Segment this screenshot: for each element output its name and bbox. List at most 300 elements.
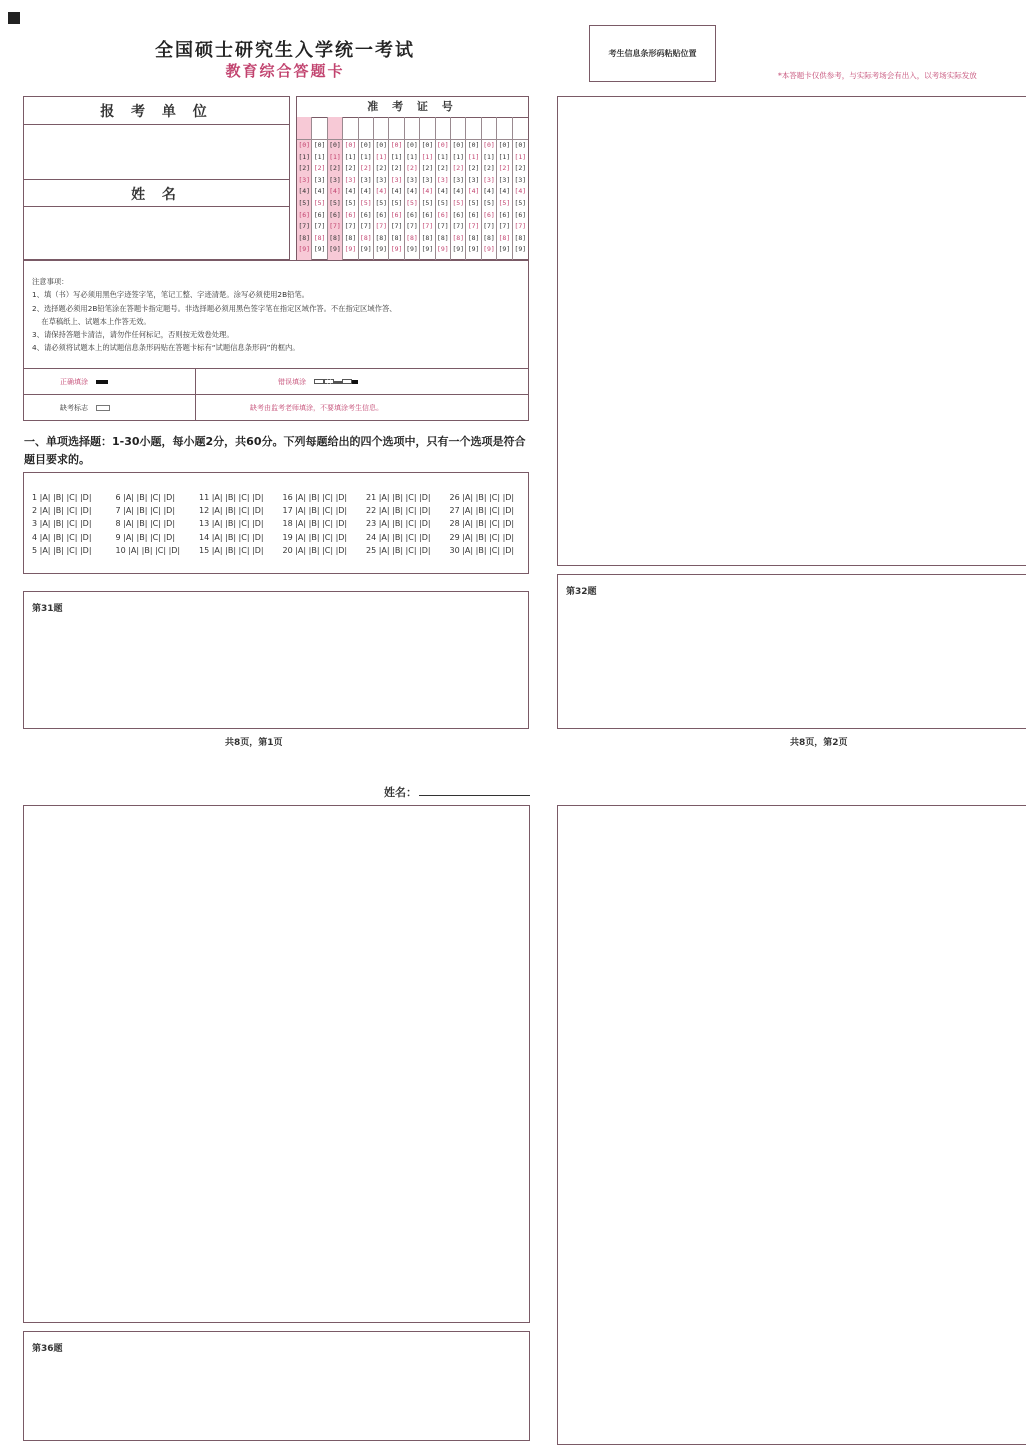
exam-digit-write-cell[interactable] xyxy=(343,117,357,140)
exam-digit-write-cell[interactable] xyxy=(374,117,388,140)
exam-digit-bubble[interactable]: [1] xyxy=(313,152,326,161)
question-number: 15 xyxy=(199,545,210,555)
exam-digit-write-cell[interactable] xyxy=(436,117,450,140)
exam-digit-bubble[interactable]: [6] xyxy=(313,210,326,219)
exam-digit-bubble[interactable]: [5] xyxy=(421,198,434,207)
page-number-2: 共8页，第2页 xyxy=(790,738,848,748)
exam-digit-bubble[interactable]: [4] xyxy=(298,187,311,196)
answer-options[interactable]: |A| |B| |C| |D| xyxy=(120,519,176,529)
divider xyxy=(195,369,196,395)
exam-digit-bubble[interactable]: [1] xyxy=(436,152,449,161)
divider xyxy=(195,395,196,421)
exam-digit-bubble[interactable]: [7] xyxy=(406,222,418,231)
exam-digit-bubble[interactable]: [6] xyxy=(390,210,403,219)
exam-digit-bubble[interactable]: [8] xyxy=(436,233,449,242)
question-number: 14 xyxy=(199,532,210,542)
exam-digit-bubble[interactable]: [0] xyxy=(498,141,511,149)
exam-digit-bubble[interactable]: [4] xyxy=(467,187,480,196)
exam-digit-bubble[interactable]: [3] xyxy=(390,175,403,184)
exam-digit-bubble[interactable]: [4] xyxy=(344,187,357,196)
choice-question-1[interactable] xyxy=(32,491,116,504)
question-number: 22 xyxy=(366,506,377,516)
unit-label: 报 考 单 位 xyxy=(100,104,213,120)
exam-digit-bubble[interactable]: [2] xyxy=(483,164,495,173)
exam-digit-write-cell[interactable] xyxy=(328,117,342,140)
exam-digit-bubble[interactable]: [1] xyxy=(298,152,311,161)
answer-area-q31[interactable] xyxy=(23,591,529,729)
exam-digit-bubble[interactable]: [1] xyxy=(329,152,341,161)
answer-area-q36[interactable] xyxy=(23,1331,530,1441)
exam-digit-bubble[interactable]: [9] xyxy=(483,245,495,254)
exam-digit-write-cell[interactable] xyxy=(497,117,511,140)
exam-digit-bubble[interactable]: [9] xyxy=(298,245,311,254)
exam-digit-bubble[interactable]: [6] xyxy=(436,210,449,219)
exam-digit-bubble[interactable]: [4] xyxy=(498,187,511,196)
exam-digit-bubble[interactable]: [7] xyxy=(344,222,357,231)
exam-digit-bubble[interactable]: [8] xyxy=(375,233,388,242)
question-number: 6 xyxy=(115,493,121,502)
choice-question-26[interactable] xyxy=(450,491,534,504)
notes-text xyxy=(32,275,522,355)
choice-question-23[interactable] xyxy=(366,517,450,530)
exam-digit-bubble[interactable]: [0] xyxy=(329,141,341,149)
exam-digit-bubble[interactable]: [3] xyxy=(514,175,527,184)
answer-options[interactable]: |A| |B| |C| |D| xyxy=(376,545,431,555)
exam-digit-bubble[interactable]: [2] xyxy=(498,164,511,173)
exam-digit-bubble[interactable]: [2] xyxy=(406,164,418,173)
exam-digit-bubble[interactable]: [6] xyxy=(359,210,372,219)
exam-digit-bubble[interactable]: [2] xyxy=(344,164,357,173)
exam-digit-bubble[interactable]: [8] xyxy=(344,233,357,242)
exam-digit-bubble[interactable]: [1] xyxy=(452,152,465,161)
answer-options[interactable]: |A| |B| |C| |D| xyxy=(459,506,515,516)
unit-field[interactable] xyxy=(24,125,289,179)
answer-options[interactable]: |A| |B| |C| |D| xyxy=(209,493,264,502)
exam-digit-bubble[interactable]: [3] xyxy=(344,175,357,184)
answer-options[interactable]: |A| |B| |C| |D| xyxy=(292,532,348,542)
answer-area-page4[interactable] xyxy=(557,805,1026,1445)
exam-digit-bubble[interactable]: [1] xyxy=(421,152,434,161)
exam-digit-bubble[interactable]: [7] xyxy=(498,222,511,231)
exam-digit-bubble[interactable]: [5] xyxy=(436,198,449,207)
answer-options[interactable]: |A| |B| |C| |D| xyxy=(120,506,176,516)
exam-digit-bubble[interactable]: [8] xyxy=(498,233,511,242)
exam-digit-bubble[interactable]: [9] xyxy=(421,245,434,254)
exam-digit-bubble[interactable]: [5] xyxy=(390,198,403,207)
notes-line: 4、请必须将试题本上的试题信息条形码贴在答题卡标有“试题信息条形码”的框内。 xyxy=(32,343,300,353)
exam-number-column xyxy=(359,117,374,260)
exam-digit-bubble[interactable]: [8] xyxy=(329,233,341,242)
exam-digit-bubble[interactable]: [4] xyxy=(452,187,465,196)
answer-area-q32[interactable] xyxy=(557,574,1026,729)
exam-digit-bubble[interactable]: [6] xyxy=(406,210,418,219)
answer-options[interactable]: |A| |B| |C| |D| xyxy=(37,545,92,555)
exam-digit-bubble[interactable]: [3] xyxy=(436,175,449,184)
exam-digit-bubble[interactable]: [2] xyxy=(375,164,388,173)
exam-digit-bubble[interactable]: [5] xyxy=(298,198,311,207)
exam-digit-bubble[interactable]: [3] xyxy=(421,175,434,184)
name-field[interactable] xyxy=(24,207,289,259)
answer-options[interactable]: |A| |B| |C| |D| xyxy=(376,532,431,542)
exam-digit-bubble[interactable]: [8] xyxy=(452,233,465,242)
exam-digit-bubble[interactable]: [8] xyxy=(483,233,495,242)
exam-digit-bubble[interactable]: [3] xyxy=(313,175,326,184)
notes-line: 3、请保持答题卡清洁，请勿作任何标记，否则按无效卷处理。 xyxy=(32,330,234,340)
exam-digit-bubble[interactable]: [0] xyxy=(375,141,388,149)
exam-number-label: 准 考 证 号 xyxy=(297,97,528,118)
question-number: 18 xyxy=(282,519,293,529)
answer-options[interactable]: |A| |B| |C| |D| xyxy=(209,532,264,542)
exam-digit-bubble[interactable]: [2] xyxy=(329,164,341,173)
alignment-mark xyxy=(8,12,20,24)
exam-digit-bubble[interactable]: [5] xyxy=(406,198,418,207)
exam-digit-bubble[interactable]: [3] xyxy=(375,175,388,184)
exam-digit-write-cell[interactable] xyxy=(312,117,326,140)
barcode-paste-area xyxy=(589,25,716,82)
exam-digit-bubble[interactable]: [7] xyxy=(359,222,372,231)
exam-digit-bubble[interactable]: [0] xyxy=(344,141,357,149)
answer-options[interactable]: |A| |B| |C| |D| xyxy=(37,519,92,529)
choice-question-14[interactable] xyxy=(199,531,283,544)
exam-digit-bubble[interactable]: [2] xyxy=(436,164,449,173)
question-number: 2 xyxy=(32,506,38,516)
choice-question-13[interactable] xyxy=(199,517,283,530)
answer-options[interactable]: |A| |B| |C| |D| xyxy=(376,493,431,502)
exam-digit-bubble[interactable]: [1] xyxy=(390,152,403,161)
exam-digit-bubble[interactable]: [8] xyxy=(421,233,434,242)
exam-digit-bubble[interactable]: [3] xyxy=(467,175,480,184)
exam-digit-bubble[interactable]: [0] xyxy=(467,141,480,149)
exam-number-column xyxy=(405,117,420,260)
question-number: 9 xyxy=(115,532,121,542)
correct-fill-example xyxy=(60,377,108,387)
exam-digit-bubble[interactable]: [1] xyxy=(483,152,495,161)
exam-digit-bubble[interactable]: [6] xyxy=(421,210,434,219)
notes-heading: 注意事项： xyxy=(32,277,69,286)
exam-digit-bubble[interactable]: [0] xyxy=(406,141,418,149)
answer-options[interactable]: |A| |B| |C| |D| xyxy=(37,493,92,502)
exam-digit-bubble[interactable]: [9] xyxy=(406,245,418,254)
exam-digit-bubble[interactable]: [3] xyxy=(298,175,311,184)
question-number: 10 xyxy=(115,545,126,555)
exam-digit-write-cell[interactable] xyxy=(420,117,434,140)
name-label: 姓 名 xyxy=(131,187,182,203)
exam-number-column xyxy=(436,117,451,260)
exam-digit-bubble[interactable]: [5] xyxy=(344,198,357,207)
exam-digit-write-cell[interactable] xyxy=(297,117,311,140)
exam-digit-bubble[interactable]: [3] xyxy=(406,175,418,184)
exam-digit-bubble[interactable]: [4] xyxy=(514,187,527,196)
exam-digit-bubble[interactable]: [5] xyxy=(329,198,341,207)
exam-digit-bubble[interactable]: [0] xyxy=(436,141,449,149)
exam-digit-write-cell[interactable] xyxy=(405,117,419,140)
choice-question-16[interactable] xyxy=(283,491,367,504)
exam-digit-bubble[interactable]: [6] xyxy=(467,210,480,219)
exam-digit-bubble[interactable]: [3] xyxy=(498,175,511,184)
notes-line: 2、选择题必须用2B铅笔涂在答题卡指定题号。非选择题必须用黑色签字笔在指定区域作答。不在指定区域作答、 xyxy=(32,303,397,313)
exam-digit-bubble[interactable]: [0] xyxy=(359,141,372,149)
absent-mark xyxy=(60,403,110,413)
exam-digit-bubble[interactable]: [9] xyxy=(452,245,465,254)
exam-digit-bubble[interactable]: [2] xyxy=(313,164,326,173)
exam-digit-bubble[interactable]: [5] xyxy=(467,198,480,207)
exam-digit-write-cell[interactable] xyxy=(466,117,480,140)
choice-question-11[interactable] xyxy=(199,491,283,504)
exam-digit-bubble[interactable]: [8] xyxy=(467,233,480,242)
exam-digit-write-cell[interactable] xyxy=(513,117,528,140)
exam-digit-bubble[interactable]: [2] xyxy=(467,164,480,173)
answer-area-page2-top[interactable] xyxy=(557,96,1026,566)
answer-options[interactable]: |A| |B| |C| |D| xyxy=(376,506,431,516)
exam-digit-bubble[interactable]: [9] xyxy=(375,245,388,254)
exam-digit-bubble[interactable]: [7] xyxy=(421,222,434,231)
exam-digit-bubble[interactable]: [5] xyxy=(514,198,527,207)
exam-digit-bubble[interactable]: [5] xyxy=(313,198,326,207)
choice-question-29[interactable] xyxy=(450,531,534,544)
answer-options[interactable]: |A| |B| |C| |D| xyxy=(292,506,348,516)
exam-digit-bubble[interactable]: [8] xyxy=(390,233,403,242)
filled-bubble-icon xyxy=(96,380,108,384)
exam-digit-bubble[interactable]: [3] xyxy=(483,175,495,184)
exam-digit-bubble[interactable]: [3] xyxy=(359,175,372,184)
choice-question-2[interactable] xyxy=(32,504,116,517)
exam-digit-bubble[interactable]: [2] xyxy=(298,164,311,173)
question-number: 24 xyxy=(366,532,377,542)
choice-question-28[interactable] xyxy=(450,517,534,530)
exam-digit-bubble[interactable]: [6] xyxy=(329,210,341,219)
exam-digit-bubble[interactable]: [9] xyxy=(344,245,357,254)
choice-question-15[interactable] xyxy=(199,544,283,557)
choice-question-8[interactable] xyxy=(116,517,200,530)
choice-question-17[interactable] xyxy=(283,504,367,517)
exam-number-column xyxy=(466,117,481,260)
exam-digit-bubble[interactable]: [7] xyxy=(298,222,311,231)
exam-digit-bubble[interactable]: [7] xyxy=(390,222,403,231)
exam-digit-bubble[interactable]: [0] xyxy=(313,141,326,149)
exam-number-column xyxy=(328,117,343,260)
answer-options[interactable]: |A| |B| |C| |D| xyxy=(459,532,515,542)
section-1-title: 一、单项选择题：1-30小题，每小题2分，共60分。下列每题给出的四个选项中，只有一个选项是符合题目要求的。 xyxy=(24,435,526,466)
absent-note: 缺考由监考老师填涂，不要填涂考生信息。 xyxy=(250,404,383,412)
question-number: 23 xyxy=(366,519,377,529)
question-number: 8 xyxy=(115,519,121,529)
barcode-paste-label: 考生信息条形码粘贴位置 xyxy=(608,48,697,58)
answer-options[interactable]: |A| |B| |C| |D| xyxy=(37,506,92,516)
question-number: 4 xyxy=(32,532,38,542)
exam-digit-bubble[interactable]: [6] xyxy=(298,210,311,219)
exam-number-column xyxy=(312,117,327,260)
answer-options[interactable]: |A| |B| |C| |D| xyxy=(37,532,92,542)
exam-digit-bubble[interactable]: [4] xyxy=(359,187,372,196)
exam-digit-bubble[interactable]: [6] xyxy=(498,210,511,219)
exam-digit-bubble[interactable]: [4] xyxy=(313,187,326,196)
exam-digit-bubble[interactable]: [9] xyxy=(436,245,449,254)
exam-digit-bubble[interactable]: [7] xyxy=(313,222,326,231)
exam-digit-bubble[interactable]: [0] xyxy=(421,141,434,149)
answer-options[interactable]: |A| |B| |C| |D| xyxy=(292,493,348,502)
exam-digit-bubble[interactable]: [9] xyxy=(313,245,326,254)
answer-options[interactable]: |A| |B| |C| |D| xyxy=(120,532,176,542)
answer-options[interactable]: |A| |B| |C| |D| xyxy=(209,545,264,555)
exam-digit-bubble[interactable]: [8] xyxy=(313,233,326,242)
exam-digit-bubble[interactable]: [7] xyxy=(467,222,480,231)
name-field-label: 姓名： xyxy=(384,786,417,799)
choice-question-22[interactable] xyxy=(366,504,450,517)
answer-options[interactable]: |A| |B| |C| |D| xyxy=(292,545,348,555)
choice-question-6[interactable] xyxy=(116,491,200,504)
exam-digit-bubble[interactable]: [9] xyxy=(329,245,341,254)
exam-digit-bubble[interactable]: [4] xyxy=(421,187,434,196)
exam-digit-bubble[interactable]: [3] xyxy=(452,175,465,184)
card-subtitle: 教育综合答题卡 xyxy=(225,62,345,80)
exam-digit-bubble[interactable]: [4] xyxy=(436,187,449,196)
wrong-fill-label: 错误填涂 xyxy=(278,378,306,386)
exam-digit-bubble[interactable]: [8] xyxy=(514,233,527,242)
answer-options[interactable]: |A| |B| |C| |D| xyxy=(209,519,264,529)
exam-number-column xyxy=(451,117,466,260)
question-number: 11 xyxy=(199,493,210,502)
empty-bubble-icon[interactable] xyxy=(96,405,110,411)
question-number: 20 xyxy=(282,545,293,555)
exam-digit-bubble[interactable]: [3] xyxy=(329,175,341,184)
exam-digit-bubble[interactable]: [6] xyxy=(375,210,388,219)
exam-digit-bubble[interactable]: [2] xyxy=(390,164,403,173)
answer-options[interactable]: |A| |B| |C| |D| xyxy=(125,545,181,555)
exam-digit-bubble[interactable]: [5] xyxy=(359,198,372,207)
exam-digit-bubble[interactable]: [7] xyxy=(436,222,449,231)
question-number: 21 xyxy=(366,493,377,502)
exam-digit-bubble[interactable]: [1] xyxy=(514,152,527,161)
exam-digit-bubble[interactable]: [6] xyxy=(452,210,465,219)
exam-digit-bubble[interactable]: [8] xyxy=(298,233,311,242)
question-number: 28 xyxy=(449,519,460,529)
choice-question-21[interactable] xyxy=(366,491,450,504)
question-number: 17 xyxy=(282,506,293,516)
choice-question-20[interactable] xyxy=(283,544,367,557)
exam-digit-bubble[interactable]: [2] xyxy=(452,164,465,173)
choice-question-7[interactable] xyxy=(116,504,200,517)
exam-digit-bubble[interactable]: [2] xyxy=(359,164,372,173)
answer-options[interactable]: |A| |B| |C| |D| xyxy=(459,545,515,555)
exam-digit-write-cell[interactable] xyxy=(451,117,465,140)
choice-question-25[interactable] xyxy=(366,544,450,557)
exam-digit-bubble[interactable]: [4] xyxy=(390,187,403,196)
question-number: 7 xyxy=(115,506,121,516)
exam-number-column xyxy=(374,117,389,260)
notes-box xyxy=(23,260,529,421)
answer-options[interactable]: |A| |B| |C| |D| xyxy=(459,493,515,502)
exam-digit-bubble[interactable]: [0] xyxy=(514,141,527,149)
question-number: 30 xyxy=(449,545,460,555)
exam-digit-bubble[interactable]: [5] xyxy=(375,198,388,207)
exam-digit-bubble[interactable]: [4] xyxy=(483,187,495,196)
exam-digit-bubble[interactable]: [5] xyxy=(498,198,511,207)
exam-digit-bubble[interactable]: [6] xyxy=(344,210,357,219)
exam-digit-bubble[interactable]: [4] xyxy=(406,187,418,196)
exam-digit-bubble[interactable]: [1] xyxy=(344,152,357,161)
answer-options[interactable]: |A| |B| |C| |D| xyxy=(292,519,348,529)
exam-digit-bubble[interactable]: [8] xyxy=(406,233,418,242)
exam-digit-bubble[interactable]: [7] xyxy=(375,222,388,231)
exam-number-box xyxy=(296,96,529,260)
question-number: 1 xyxy=(32,493,38,502)
choice-question-9[interactable] xyxy=(116,531,200,544)
exam-digit-bubble[interactable]: [5] xyxy=(452,198,465,207)
exam-digit-bubble[interactable]: [7] xyxy=(514,222,527,231)
choice-question-3[interactable] xyxy=(32,517,116,530)
exam-digit-write-cell[interactable] xyxy=(482,117,496,140)
exam-digit-bubble[interactable]: [7] xyxy=(329,222,341,231)
question-number: 3 xyxy=(32,519,38,529)
exam-digit-bubble[interactable]: [9] xyxy=(390,245,403,254)
choice-question-18[interactable] xyxy=(283,517,367,530)
name-underline[interactable] xyxy=(419,795,530,796)
answer-options[interactable]: |A| |B| |C| |D| xyxy=(459,519,515,529)
exam-digit-write-cell[interactable] xyxy=(389,117,403,140)
exam-number-column xyxy=(420,117,435,260)
exam-digit-bubble[interactable]: [6] xyxy=(514,210,527,219)
answer-area-page3[interactable] xyxy=(23,805,530,1323)
answer-options[interactable]: |A| |B| |C| |D| xyxy=(376,519,431,529)
exam-number-column xyxy=(513,117,528,260)
exam-digit-bubble[interactable]: [9] xyxy=(514,245,527,254)
exam-digit-bubble[interactable]: [0] xyxy=(298,141,311,149)
applicant-info-box xyxy=(23,96,290,260)
exam-title: 全国硕士研究生入学统一考试 xyxy=(155,40,415,61)
exam-digit-bubble[interactable]: [2] xyxy=(421,164,434,173)
exam-digit-bubble[interactable]: [5] xyxy=(483,198,495,207)
exam-digit-bubble[interactable]: [0] xyxy=(483,141,495,149)
question-number: 5 xyxy=(32,545,38,555)
exam-digit-write-cell[interactable] xyxy=(359,117,373,140)
answer-options[interactable]: |A| |B| |C| |D| xyxy=(209,506,264,516)
exam-digit-bubble[interactable]: [0] xyxy=(390,141,403,149)
exam-digit-bubble[interactable]: [9] xyxy=(467,245,480,254)
exam-digit-bubble[interactable]: [0] xyxy=(452,141,465,149)
exam-digit-bubble[interactable]: [7] xyxy=(483,222,495,231)
exam-digit-bubble[interactable]: [2] xyxy=(514,164,527,173)
choice-question-5[interactable] xyxy=(32,544,116,557)
exam-number-column xyxy=(389,117,404,260)
choice-question-10[interactable] xyxy=(116,544,200,557)
exam-digit-bubble[interactable]: [6] xyxy=(483,210,495,219)
multiple-choice-grid xyxy=(32,491,533,557)
page-number-1: 共8页，第1页 xyxy=(225,738,283,748)
exam-digit-bubble[interactable]: [1] xyxy=(467,152,480,161)
exam-digit-bubble[interactable]: [8] xyxy=(359,233,372,242)
q36-label: 第36题 xyxy=(32,1344,63,1354)
exam-digit-bubble[interactable]: [4] xyxy=(329,187,341,196)
choice-question-12[interactable] xyxy=(199,504,283,517)
exam-digit-bubble[interactable]: [1] xyxy=(359,152,372,161)
choice-question-30[interactable] xyxy=(450,544,534,557)
exam-digit-bubble[interactable]: [1] xyxy=(498,152,511,161)
exam-digit-bubble[interactable]: [9] xyxy=(498,245,511,254)
exam-number-column xyxy=(343,117,358,260)
exam-digit-bubble[interactable]: [1] xyxy=(375,152,388,161)
question-number: 27 xyxy=(449,506,460,516)
exam-digit-bubble[interactable]: [4] xyxy=(375,187,388,196)
choice-question-27[interactable] xyxy=(450,504,534,517)
question-number: 16 xyxy=(282,493,293,502)
exam-digit-bubble[interactable]: [1] xyxy=(406,152,418,161)
choice-question-19[interactable] xyxy=(283,531,367,544)
exam-digit-bubble[interactable]: [9] xyxy=(359,245,372,254)
answer-options[interactable]: |A| |B| |C| |D| xyxy=(120,493,176,502)
choice-question-24[interactable] xyxy=(366,531,450,544)
exam-digit-bubble[interactable]: [7] xyxy=(452,222,465,231)
choice-question-4[interactable] xyxy=(32,531,116,544)
